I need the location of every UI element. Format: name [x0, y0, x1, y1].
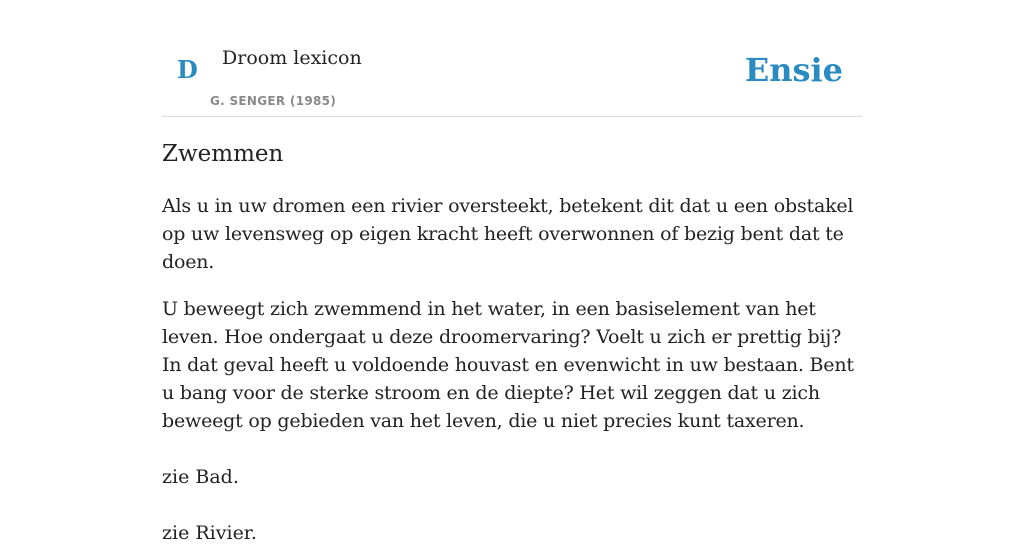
see-also-suffix: .	[232, 466, 239, 488]
entry-paragraph: U beweegt zich zwemmend in het water, in een basiselement van het leven. Hoe ondergaat u deze droomervaring? Voelt u zich er prettig bij? In dat geval heeft u voldoende houvast en evenwicht in uw bestaan. Bent u bang voor de sterke stroom en de diepte? Het wil zeggen dat u zich beweegt op gebieden van het leven, die u niet precies kunt taxeren.	[162, 298, 854, 432]
ensie-logo-link[interactable]: Ensie	[744, 51, 843, 89]
see-also-reference	[162, 519, 862, 547]
entry-title: Zwemmen	[162, 141, 284, 167]
letter-index-link[interactable]: D	[177, 55, 198, 84]
see-also-reference	[162, 463, 862, 491]
see-also-link-bad[interactable]: Bad	[195, 466, 233, 488]
book-author-link[interactable]: G. SENGER (1985)	[210, 94, 337, 108]
see-also-link-rivier[interactable]: Rivier	[195, 522, 251, 544]
see-also-prefix: zie	[162, 466, 196, 488]
book-title-link[interactable]: Droom lexicon	[222, 47, 362, 69]
entry-content	[162, 138, 862, 547]
entry-paragraph: Als u in uw dromen een rivier oversteekt, betekent dit dat u een obstakel op uw levensweg op eigen kracht heeft overwonnen of bezig bent dat te doen.	[162, 195, 854, 273]
see-also-prefix: zie	[162, 522, 196, 544]
see-also-suffix: .	[250, 522, 257, 544]
source-header	[162, 0, 862, 117]
